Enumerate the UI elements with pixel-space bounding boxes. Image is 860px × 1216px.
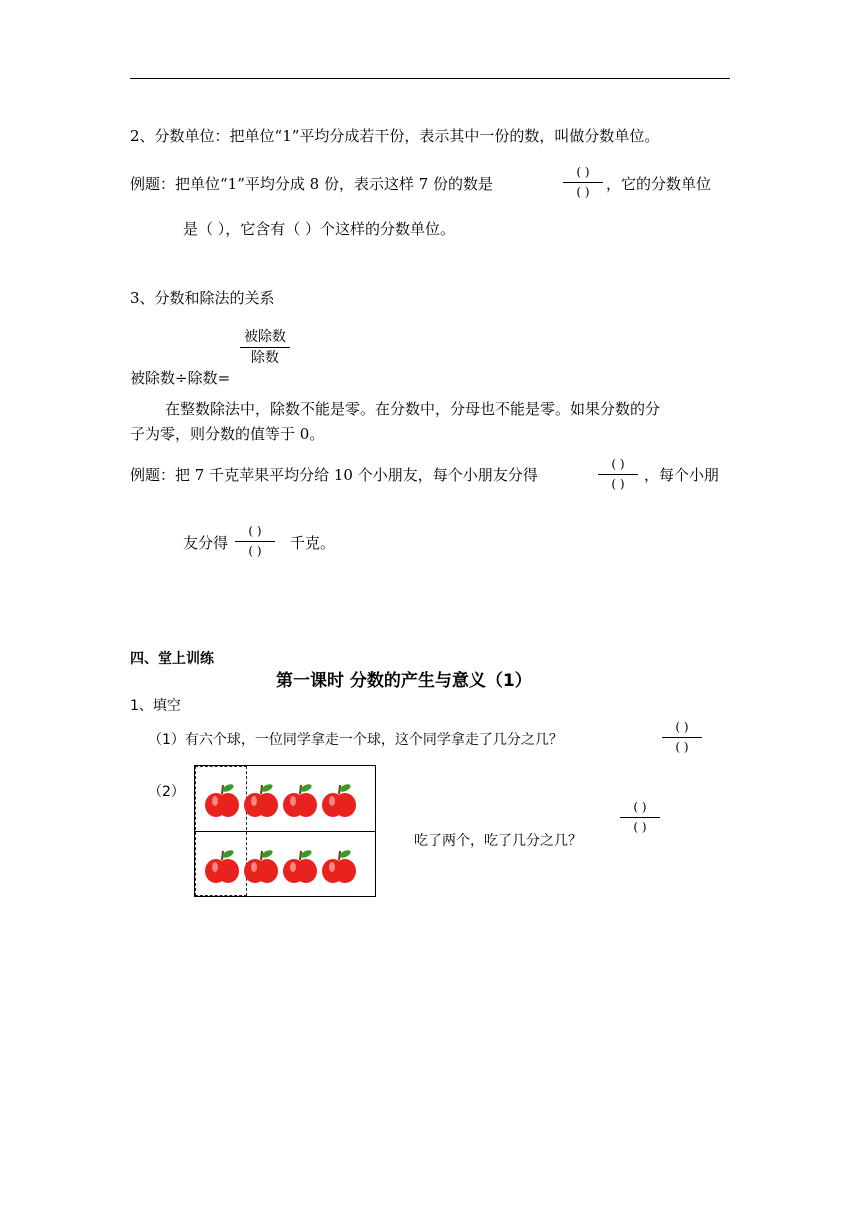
fraction-denominator: ( ) xyxy=(248,544,262,558)
fraction-denominator: ( ) xyxy=(633,820,647,834)
answer-fraction-blank[interactable] xyxy=(561,163,605,203)
division-note-line1: 在整数除法中，除数不能是零。在分数中，分母也不能是零。如果分数的分 xyxy=(165,400,661,418)
apple-icon xyxy=(242,846,280,886)
division-example-line2: 友分得 xyxy=(183,534,229,552)
formula-denominator: 除数 xyxy=(251,350,279,366)
division-formula-fraction xyxy=(240,329,290,366)
apple-icon xyxy=(242,780,280,820)
apple-icon xyxy=(320,780,358,820)
apple-icon xyxy=(320,846,358,886)
division-note-line2: 子为零，则分数的值等于 0。 xyxy=(130,425,325,443)
fraction-denominator: ( ) xyxy=(611,477,625,491)
apple-grid-figure xyxy=(194,765,376,897)
answer-fraction-blank[interactable] xyxy=(660,718,704,758)
fraction-bar xyxy=(563,182,603,183)
unit-definition: 2、分数单位：把单位“1”平均分成若干份，表示其中一份的数，叫做分数单位。 xyxy=(130,127,660,145)
fraction-numerator: ( ) xyxy=(675,720,689,734)
fraction-bar xyxy=(662,737,702,738)
answer-fraction-blank[interactable] xyxy=(233,522,277,562)
question-2-text: 吃了两个，吃了几分之几？ xyxy=(414,833,582,849)
fraction-bar xyxy=(620,817,660,818)
unit-example-line2: 是（ ），它含有（ ）个这样的分数单位。 xyxy=(183,220,456,238)
unit-example-text-cont: ，它的分数单位 xyxy=(606,175,712,193)
fraction-bar xyxy=(598,474,638,475)
fraction-numerator: ( ) xyxy=(576,165,590,179)
division-section-title: 3、分数和除法的关系 xyxy=(130,289,275,307)
division-example-text: 例题：把 7 千克苹果平均分给 10 个小朋友，每个小朋友分得 xyxy=(130,466,538,484)
question-2-label: （2） xyxy=(148,784,185,800)
fill-heading: 1、填空 xyxy=(130,698,181,714)
fraction-numerator: ( ) xyxy=(633,800,647,814)
answer-fraction-blank[interactable] xyxy=(618,798,662,838)
unit-example-text: 例题：把单位“1”平均分成 8 份，表示这样 7 份的数是 xyxy=(130,175,494,193)
formula-numerator: 被除数 xyxy=(244,329,286,345)
fraction-denominator: ( ) xyxy=(675,740,689,754)
answer-fraction-blank[interactable] xyxy=(596,455,640,495)
apple-icon xyxy=(203,780,241,820)
apple-icon xyxy=(203,846,241,886)
header-rule xyxy=(130,78,730,79)
fraction-numerator: ( ) xyxy=(248,524,262,538)
fraction-numerator: ( ) xyxy=(611,457,625,471)
apple-icon xyxy=(281,780,319,820)
lesson-title: 第一课时 分数的产生与意义（1） xyxy=(276,671,532,691)
question-1: （1）有六个球，一位同学拿走一个球，这个同学拿走了几分之几？ xyxy=(148,732,563,748)
division-formula-lhs: 被除数÷除数= xyxy=(130,369,231,387)
practice-heading: 四、堂上训练 xyxy=(130,651,214,667)
division-example-text-cont: ，每个小朋 xyxy=(644,466,720,484)
fraction-denominator: ( ) xyxy=(576,185,590,199)
fraction-bar xyxy=(235,541,275,542)
division-example-unit: 千克。 xyxy=(290,534,336,552)
formula-bar xyxy=(240,347,290,348)
apple-icon xyxy=(281,846,319,886)
